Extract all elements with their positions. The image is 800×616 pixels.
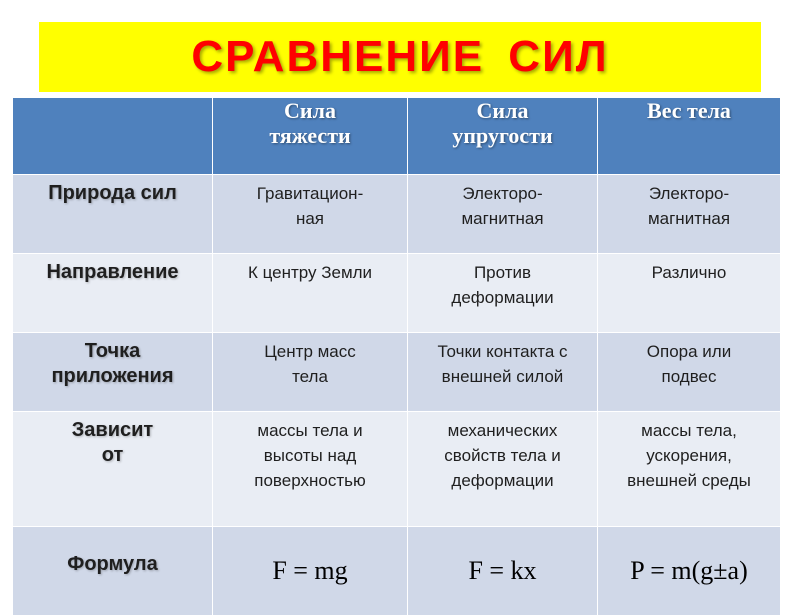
header-elastic-force [408,98,598,175]
header-body-weight [598,98,781,175]
header-text: Вес тела [647,98,731,123]
comparison-table [12,97,781,616]
row-label-direction: Направление [13,254,213,333]
table-cell: массы тела и высоты над поверхностью [213,412,408,527]
table-cell: Электоро- магнитная [598,175,781,254]
page-title: СРАВНЕНИЕ СИЛ [191,32,609,81]
header-gravity-force [213,98,408,175]
table-cell: Электоро- магнитная [408,175,598,254]
table-cell: Различно [598,254,781,333]
table-row [13,527,781,616]
table-cell: Гравитацион- ная [213,175,408,254]
table-cell: Против деформации [408,254,598,333]
table-row [13,254,781,333]
table-row [13,175,781,254]
table-header-row [13,98,781,175]
table-row [13,333,781,412]
formula-gravity: F = mg [213,527,408,616]
header-text: упругости [452,123,553,148]
row-label-nature: Природа сил [13,175,213,254]
formula-weight: P = m(g±a) [598,527,781,616]
table-cell: Опора или подвес [598,333,781,412]
table-cell: механических свойств тела и деформации [408,412,598,527]
table-cell: Центр масс тела [213,333,408,412]
header-text: Сила [284,98,336,123]
table-row [13,412,781,527]
table-cell: массы тела, ускорения, внешней среды [598,412,781,527]
header-text: Сила [476,98,529,123]
table-cell: Точки контакта с внешней силой [408,333,598,412]
row-label-depends-on: Зависит от [13,412,213,527]
header-text: тяжести [269,123,351,148]
header-corner-cell [13,98,213,175]
title-banner [39,22,761,92]
row-label-formula: Формула [13,527,213,616]
row-label-application-point: Точка приложения [13,333,213,412]
table-cell: К центру Земли [213,254,408,333]
formula-elastic: F = kx [408,527,598,616]
